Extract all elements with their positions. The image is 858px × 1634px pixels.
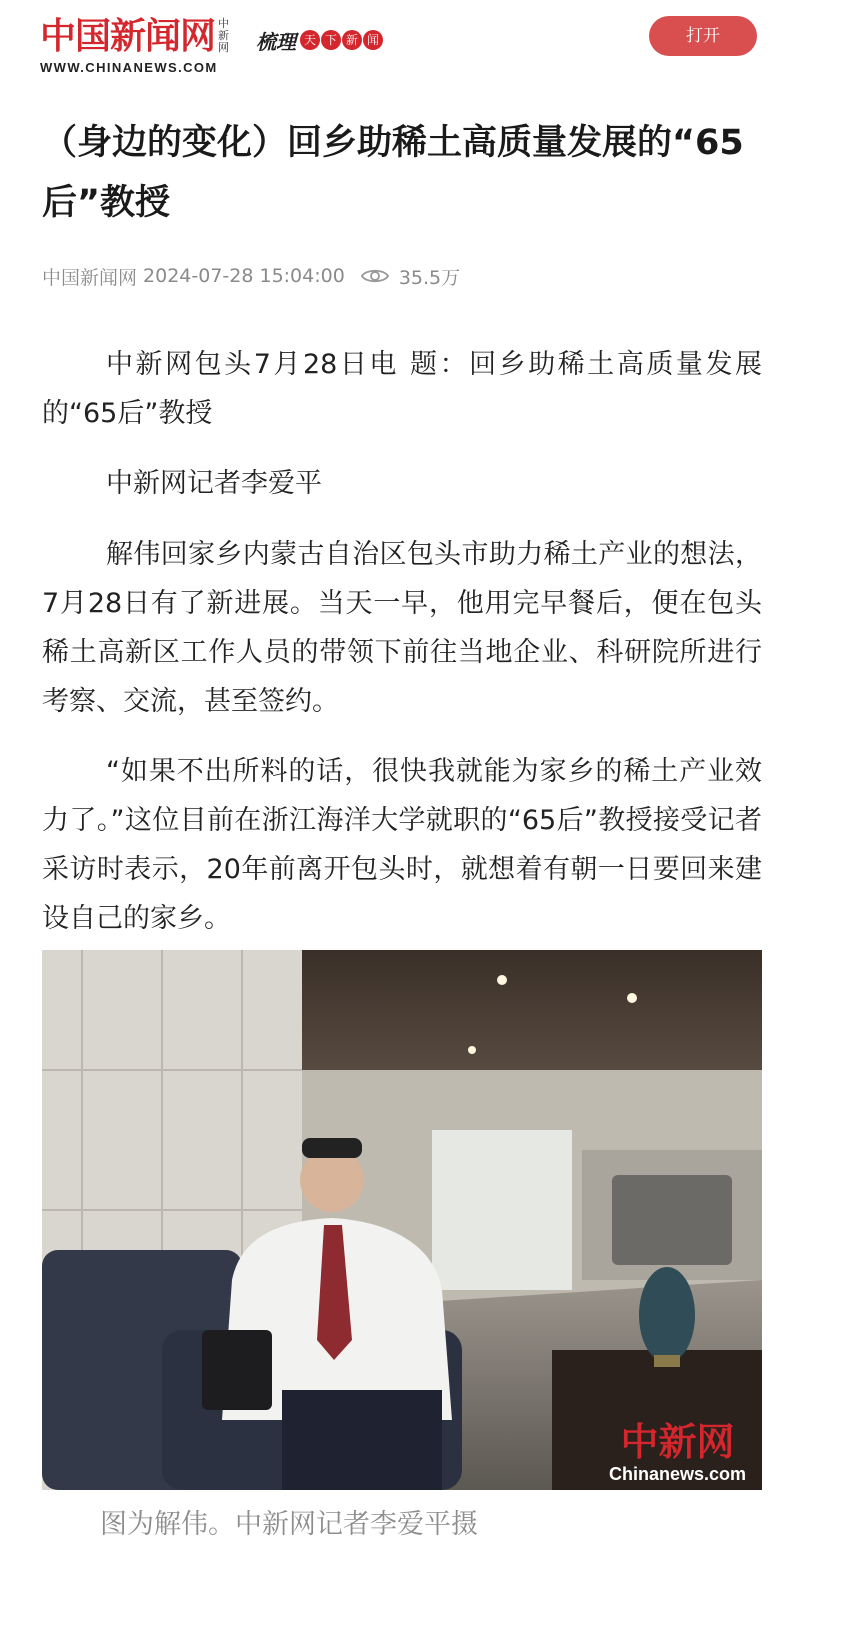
slogan-seal: 新 — [342, 30, 362, 50]
slogan — [256, 26, 383, 54]
logo-side-text: 中新网 — [218, 17, 229, 54]
photo-illustration — [42, 950, 762, 1490]
chinanews-logo[interactable] — [40, 14, 235, 76]
article-paragraph: 中新网包头7月28日电 题：回乡助稀土高质量发展的“65后”教授 — [42, 349, 762, 429]
article-title: （身边的变化）回乡助稀土高质量发展的“65后”教授 — [42, 123, 744, 223]
article-paragraph: “如果不出所料的话，很快我就能为家乡的稀土产业效力了。”这位目前在浙江海洋大学就职的“65后”教授接受记者采访时表示，20年前离开包头时，就想着有朝一日要回来建设自己的家乡。 — [42, 756, 762, 934]
watermark-en: Chinanews.com — [608, 1464, 746, 1484]
slogan-seal: 闻 — [363, 30, 383, 50]
article-paragraph: 中新网记者李爱平 — [106, 468, 322, 499]
view-count: 35.5万 — [398, 266, 461, 289]
watermark-cn: 中新网 — [620, 1419, 735, 1464]
open-app-button[interactable]: 打开 — [649, 16, 757, 56]
article-photo[interactable] — [42, 950, 762, 1490]
article-paragraph: 解伟回家乡内蒙古自治区包头市助力稀土产业的想法，7月28日有了新进展。当天一早，他用完早餐后，便在包头稀土高新区工作人员的带领下前往当地企业、科研院所进行考察、交流，甚至签约。 — [42, 539, 762, 717]
slogan-prefix: 梳理 — [256, 29, 296, 54]
slogan-seal: 天 — [300, 30, 320, 50]
logo-text: 中国新闻网 — [40, 15, 216, 57]
logo-url: WWW.CHINANEWS.COM — [40, 60, 218, 75]
photo-watermark — [609, 1420, 746, 1484]
photo-caption: 图为解伟。中新网记者李爱平摄 — [100, 1509, 478, 1540]
slogan-seal: 下 — [321, 30, 341, 50]
eye-icon — [361, 267, 389, 285]
article-meta — [42, 260, 460, 292]
article-datetime: 2024-07-28 15:04:00 — [143, 265, 345, 287]
top-bar — [0, 0, 858, 92]
article-source: 中国新闻网 — [42, 266, 138, 289]
